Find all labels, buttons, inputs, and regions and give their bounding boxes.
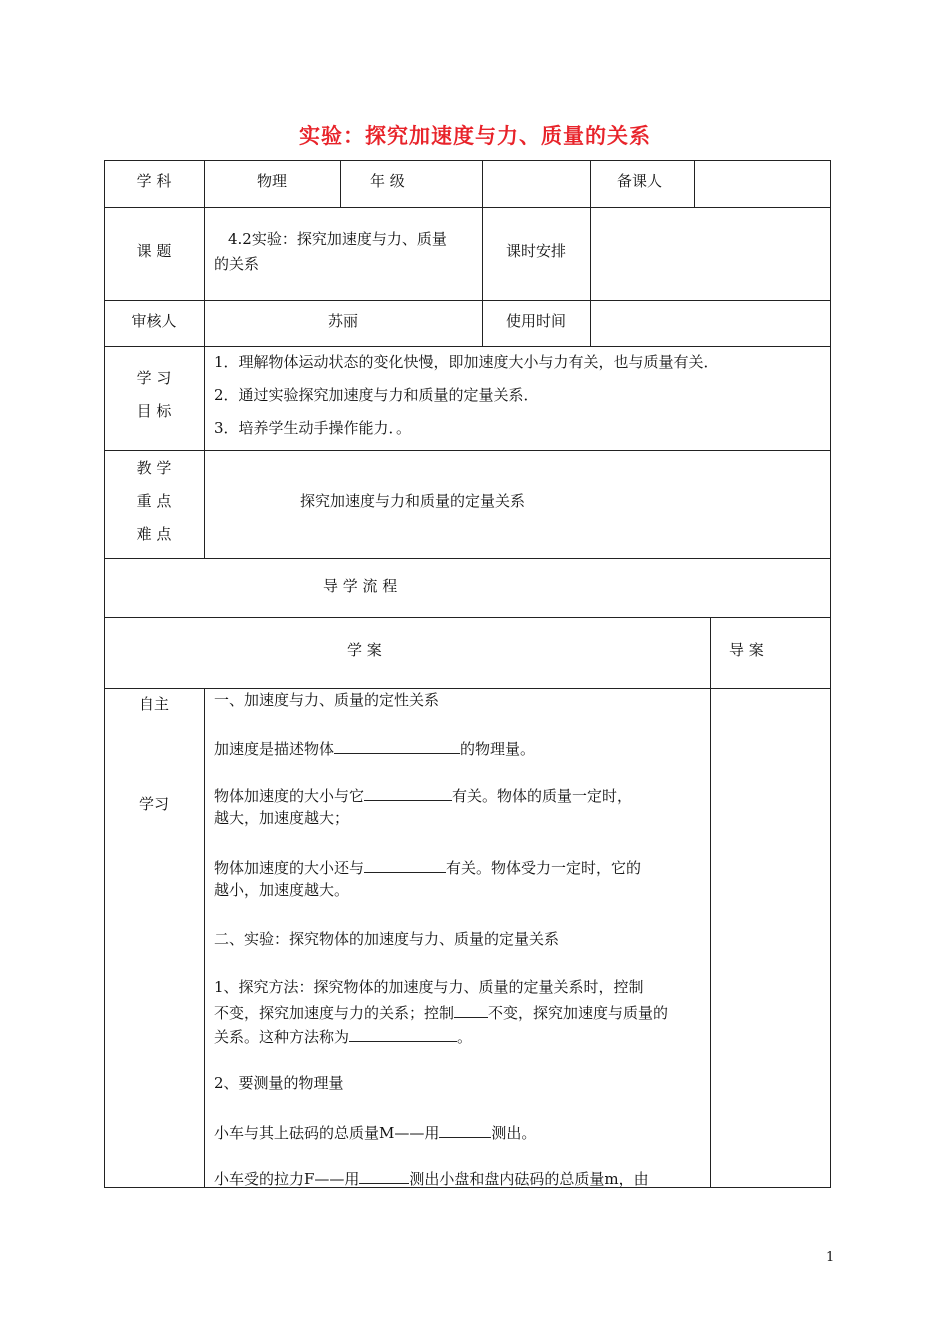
col-divider (482, 160, 483, 208)
table-border-right (830, 160, 831, 1188)
col-divider (590, 160, 591, 208)
row-divider (104, 688, 831, 689)
content-line: 越大，加速度越大； (214, 809, 350, 827)
goal-item: 1．理解物体运动状态的变化快慢，即加速度大小与力有关，也与质量有关． (214, 353, 719, 371)
content-line: 越小，加速度越大。 (214, 881, 350, 899)
text-segment: 不变，探究加速度与力的关系；控制 (214, 1004, 455, 1022)
reviewer-label: 审核人 (131, 312, 177, 330)
content-line (214, 1001, 668, 1023)
col-divider (694, 160, 695, 208)
topic-label: 课 题 (136, 242, 172, 260)
topic-value-line2: 的关系 (214, 255, 260, 273)
reviewer-value: 苏丽 (327, 312, 358, 330)
text-segment: 测出小盘和盘内砝码的总质量m，由 (409, 1170, 649, 1188)
goal-item: 3．培养学生动手操作能力．。 (214, 419, 412, 437)
goals-label-line2: 目 标 (136, 402, 172, 420)
key-label-line2: 重 点 (136, 492, 172, 510)
content-line: 2、要测量的物理量 (214, 1074, 344, 1092)
key-value: 探究加速度与力和质量的定量关系 (300, 492, 526, 510)
study-plan-header: 学 案 (347, 641, 382, 659)
goals-label-line1: 学 习 (136, 369, 172, 387)
page-number: 1 (826, 1250, 835, 1265)
guide-plan-header: 导 案 (729, 641, 764, 659)
key-label-line1: 教 学 (136, 459, 172, 477)
self-study-label: 学习 (138, 795, 169, 813)
text-segment: 小车与其上砝码的总质量M——用 (214, 1124, 440, 1142)
text-segment: 测出。 (491, 1124, 537, 1142)
row-divider (104, 558, 831, 559)
fill-in-blank (439, 1121, 491, 1138)
text-segment: 关系。这种方法称为 (214, 1028, 350, 1046)
grade-label: 年 级 (370, 172, 405, 190)
content-line (214, 784, 632, 806)
topic-value-line1: 4.2实验：探究加速度与力、质量 (228, 230, 447, 248)
text-segment: 物体加速度的大小还与 (214, 859, 365, 877)
col-divider (340, 160, 341, 208)
subject-label: 学 科 (136, 172, 172, 190)
text-segment: 小车受的拉力F——用 (214, 1170, 360, 1188)
col-divider (204, 688, 205, 1188)
text-segment: 。 (457, 1028, 473, 1046)
text-segment: 的物理量。 (460, 740, 536, 758)
content-line (214, 737, 535, 759)
schedule-label: 课时安排 (505, 242, 566, 260)
text-segment: 有关。物体受力一定时，它的 (446, 859, 642, 877)
content-line (214, 1167, 649, 1189)
col-divider (590, 207, 591, 347)
row-divider (104, 300, 831, 301)
row-divider (104, 450, 831, 451)
text-segment: 物体加速度的大小与它 (214, 787, 365, 805)
self-study-label: 自主 (138, 695, 169, 713)
fill-in-blank (364, 784, 452, 801)
col-divider (204, 346, 205, 559)
fill-in-blank (454, 1001, 488, 1018)
subject-value: 物理 (256, 172, 287, 190)
preparer-label: 备课人 (617, 172, 663, 190)
document-title: 实验：探究加速度与力、质量的关系 (299, 124, 651, 148)
key-label-line3: 难 点 (136, 525, 172, 543)
text-segment: 加速度是描述物体 (214, 740, 335, 758)
content-line (214, 1025, 472, 1047)
row-divider (104, 207, 831, 208)
section-heading: 一、加速度与力、质量的定性关系 (214, 691, 440, 709)
row-divider (104, 617, 831, 618)
col-divider (710, 617, 711, 1188)
fill-in-blank (364, 856, 446, 873)
fill-in-blank (334, 737, 460, 754)
flow-header: 导 学 流 程 (323, 577, 398, 595)
fill-in-blank (349, 1025, 457, 1042)
goal-item: 2．通过实验探究加速度与力和质量的定量关系． (214, 386, 539, 404)
fill-in-blank (359, 1167, 409, 1184)
text-segment: 有关。物体的质量一定时， (452, 787, 633, 805)
text-segment: 不变，探究加速度与质量的 (488, 1004, 669, 1022)
usage-time-label: 使用时间 (505, 312, 566, 330)
content-line (214, 1121, 536, 1143)
row-divider (104, 346, 831, 347)
content-line: 1、探究方法：探究物体的加速度与力、质量的定量关系时，控制 (214, 978, 644, 996)
content-line (214, 856, 641, 878)
table-border-top (104, 160, 831, 161)
section-heading: 二、实验：探究物体的加速度与力、质量的定量关系 (214, 930, 560, 948)
